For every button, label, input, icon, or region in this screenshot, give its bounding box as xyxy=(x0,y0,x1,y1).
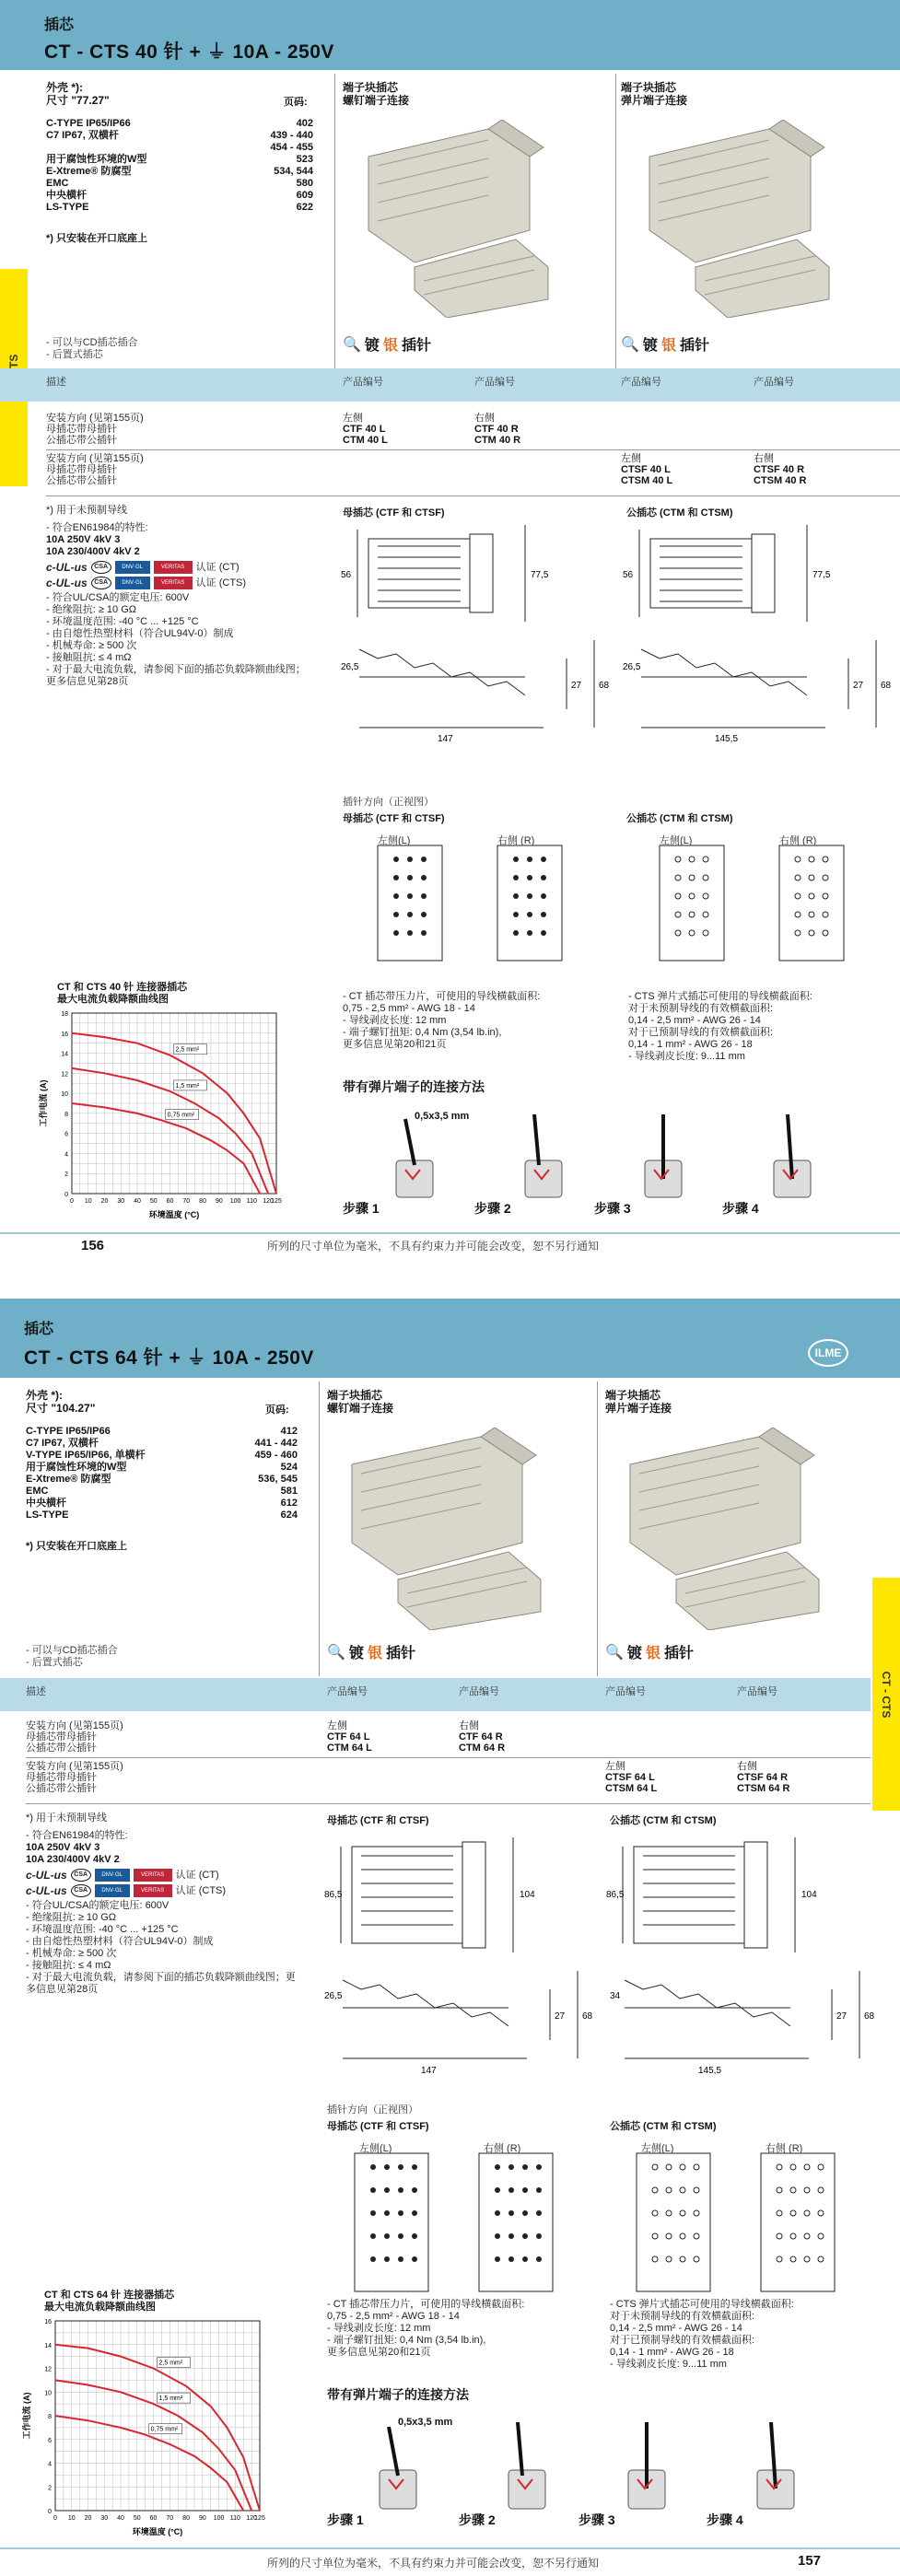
page-ref-number: 523 xyxy=(296,154,313,165)
page-ref-label: 中央横杆 xyxy=(46,190,87,201)
series-point xyxy=(227,2427,228,2429)
series-point xyxy=(88,2384,89,2386)
y-tick-label: 6 xyxy=(64,1131,68,1138)
magnifier-icon: 🔍 xyxy=(343,336,361,353)
step-3: 步骤 3 xyxy=(579,2512,615,2527)
female-dimension-drawing xyxy=(324,1828,601,2091)
y-tick-label: 2 xyxy=(64,1171,68,1179)
page-ref-number: 536, 545 xyxy=(258,1474,298,1485)
series-point xyxy=(104,1073,106,1075)
series-point xyxy=(235,2469,237,2471)
female-front-title: 母插芯 (CTF 和 CTSF) xyxy=(343,813,445,824)
y-tick-label: 14 xyxy=(61,1051,68,1058)
x-tick-label: 10 xyxy=(84,1198,92,1205)
category-label: 插芯 xyxy=(24,1322,54,1337)
connection-steps-illustration xyxy=(361,2422,859,2514)
step-3: 步骤 3 xyxy=(594,1201,631,1216)
left-view-label: 左侧(L) xyxy=(660,835,693,846)
y-axis-label: 工作电流 (A) xyxy=(22,2392,31,2440)
svg-text:145,5: 145,5 xyxy=(698,2066,722,2076)
y-tick-label: 6 xyxy=(48,2437,52,2444)
page-ref-row xyxy=(46,154,313,166)
series-point xyxy=(259,1193,261,1195)
series-point xyxy=(242,2510,244,2512)
page-ref-row xyxy=(26,1438,298,1450)
row-spring-right: 右侧 CTSF 40 R CTSM 40 R xyxy=(754,453,807,486)
series-point xyxy=(54,2415,56,2417)
row-screw-right: 右侧 CTF 40 R CTM 40 R xyxy=(474,413,521,446)
x-tick-label: 70 xyxy=(166,2515,174,2522)
svg-text:27: 27 xyxy=(853,681,864,691)
series-point xyxy=(227,2481,228,2483)
mount-note: *) 只安装在开口底座上 xyxy=(46,233,147,244)
page-ref-label: E-Xtreme® 防腐型 xyxy=(26,1474,111,1485)
x-tick-label: 30 xyxy=(117,1198,125,1205)
series-point xyxy=(71,1102,73,1104)
series-label: 1,5 mm² xyxy=(158,2395,183,2403)
x-tick-label: 30 xyxy=(100,2515,109,2522)
tool-size-label: 0,5x3,5 mm xyxy=(398,2417,453,2428)
series-point xyxy=(136,1079,138,1081)
female-dimension-drawing xyxy=(341,520,617,769)
row-spring-right: 右侧 CTSF 64 R CTSM 64 R xyxy=(737,1761,790,1794)
series-point xyxy=(227,1149,228,1151)
svg-text:77,5: 77,5 xyxy=(531,570,549,580)
housing-label: 外壳 *): xyxy=(46,81,83,94)
svg-text:77,5: 77,5 xyxy=(812,570,831,580)
cert-row-cts: ᴄ-UL-us CSA DNV·GL VERITAS 认证 (CTS) xyxy=(26,1883,227,1897)
male-dimension-drawing xyxy=(606,1828,882,2091)
page-ref-row xyxy=(26,1498,298,1509)
male-front-title: 公插芯 (CTM 和 CTSM) xyxy=(626,813,733,824)
category-label: 插芯 xyxy=(44,17,75,33)
series-point xyxy=(136,1113,138,1114)
product-image-spring xyxy=(631,120,843,318)
series-point xyxy=(88,2348,89,2349)
y-tick-label: 16 xyxy=(44,2319,52,2325)
series-point xyxy=(259,2510,261,2512)
series-label: 1,5 mm² xyxy=(175,1082,200,1090)
series-point xyxy=(185,2385,187,2387)
y-tick-label: 10 xyxy=(44,2390,52,2397)
page-ref-number: 439 - 440 xyxy=(270,130,313,141)
y-tick-label: 18 xyxy=(61,1011,68,1018)
page-ref-number: 459 - 460 xyxy=(254,1450,298,1461)
screw-section-title: 端子块插芯 螺钉端子连接 xyxy=(327,1389,394,1415)
y-tick-label: 0 xyxy=(48,2509,52,2515)
x-tick-label: 60 xyxy=(149,2515,158,2522)
page-ref-number: 624 xyxy=(280,1509,298,1521)
insert-direction-label: 插针方向（正视图） xyxy=(343,797,434,808)
page-ref-row xyxy=(26,1486,298,1498)
page-ref-label: E-Xtreme® 防腐型 xyxy=(46,166,132,177)
series-point xyxy=(210,1139,212,1141)
step-2: 步骤 2 xyxy=(474,1201,511,1216)
mount-note: *) 只安装在开口底座上 xyxy=(26,1541,127,1552)
series-point xyxy=(193,1102,195,1104)
series-point xyxy=(251,1153,253,1155)
page-ref-number: 581 xyxy=(280,1486,298,1497)
page-ref-number: 622 xyxy=(296,202,313,213)
svg-text:68: 68 xyxy=(864,2011,875,2022)
series-point xyxy=(169,2443,171,2445)
svg-text:68: 68 xyxy=(582,2011,593,2022)
female-drawing-title: 母插芯 (CTF 和 CTSF) xyxy=(327,1815,429,1826)
page-ref-row xyxy=(26,1474,298,1486)
female-drawing-title: 母插芯 (CTF 和 CTSF) xyxy=(343,507,445,519)
product-image-screw xyxy=(350,120,562,318)
series-point xyxy=(186,1127,188,1129)
series-point xyxy=(169,1055,171,1056)
x-tick-label: 40 xyxy=(134,1198,141,1205)
ct-wire-notes: - CT 插芯带压力片，可使用的导线横截面积: 0,75 - 2,5 mm² - AWG 18 - 14 - 导线剥皮长度: 12 mm - 端子螺钉扭矩: 0,4 Nm (3,54 lb.in), 更多信息见第20和21页 xyxy=(327,2299,525,2358)
page-ref-label: LS-TYPE xyxy=(46,202,89,213)
series-point xyxy=(235,1133,237,1135)
right-view-label: 右侧 (R) xyxy=(766,2143,803,2154)
product-image-spring xyxy=(612,1428,833,1630)
series-point xyxy=(210,2406,212,2407)
silver-pins-badge-spring: 🔍 镀 银 插针 xyxy=(621,336,709,354)
x-tick-label: 125 xyxy=(254,2515,265,2522)
series-label: 0,75 mm² xyxy=(167,1112,195,1119)
male-drawing-title: 公插芯 (CTM 和 CTSM) xyxy=(626,507,733,519)
cts-wire-notes: - CTS 弹片式插芯可使用的导线横截面积: 对于未预制导线的有效横截面积: 0,14 - 2,5 mm² - AWG 26 - 14 对于已预制导线的有效横截面积: 0,14 - 1 mm² - AWG 26 - 18 - 导线剥皮长度: 9...11 mm xyxy=(628,991,812,1062)
series-point xyxy=(243,1163,245,1165)
x-tick-label: 70 xyxy=(182,1198,191,1205)
pages-heading: 页码: xyxy=(265,1405,289,1416)
series-point xyxy=(153,2368,155,2370)
page-ref-label: 用于腐蚀性环境的W型 xyxy=(26,1462,127,1473)
svg-text:26,5: 26,5 xyxy=(324,1991,343,2001)
series-point xyxy=(88,2419,89,2421)
cert-row-ct: ᴄ-UL-us CSA DNV·GL VERITAS 认证 (CT) xyxy=(26,1868,219,1882)
svg-text:104: 104 xyxy=(801,1890,817,1900)
series-point xyxy=(153,2403,155,2405)
female-front-view xyxy=(332,2135,580,2296)
spring-section-title: 端子块插芯 弹片端子连接 xyxy=(621,81,688,107)
graph-title: CT 和 CTS 64 针 连接器插芯 最大电流负载降额曲线图 xyxy=(44,2290,175,2313)
series-point xyxy=(243,1113,245,1114)
row-screw-left: 左侧 CTF 40 L CTM 40 L xyxy=(343,413,388,446)
left-view-label: 左侧(L) xyxy=(378,835,411,846)
row-screw-left: 左侧 CTF 64 L CTM 64 L xyxy=(327,1720,372,1754)
page-ref-label: V-TYPE IP65/IP66, 单横杆 xyxy=(26,1450,146,1461)
x-tick-label: 80 xyxy=(199,1198,206,1205)
x-tick-label: 120 xyxy=(246,2515,257,2522)
series-point xyxy=(177,2415,179,2417)
x-tick-label: 100 xyxy=(213,2515,225,2522)
housing-label: 外壳 *): xyxy=(26,1389,63,1402)
x-tick-label: 20 xyxy=(84,2515,92,2522)
svg-text:27: 27 xyxy=(836,2011,847,2022)
page-ref-row xyxy=(26,1509,298,1521)
screw-section-title: 端子块插芯 螺钉端子连接 xyxy=(343,81,410,107)
derating-chart xyxy=(20,2312,269,2542)
y-tick-label: 4 xyxy=(48,2461,52,2468)
x-tick-label: 40 xyxy=(117,2515,124,2522)
page-ref-row xyxy=(46,142,313,154)
page-ref-label: 中央横杆 xyxy=(26,1498,66,1509)
page-ref-row xyxy=(46,202,313,214)
series-point xyxy=(227,1092,228,1094)
page-ref-number: 524 xyxy=(280,1462,298,1473)
x-tick-label: 10 xyxy=(67,2515,76,2522)
svg-text:147: 147 xyxy=(421,2066,437,2076)
svg-text:26,5: 26,5 xyxy=(341,662,359,672)
series-label: 2,5 mm² xyxy=(175,1046,200,1054)
page-ref-label: C7 IP67, 双横杆 xyxy=(26,1438,99,1449)
x-tick-label: 110 xyxy=(229,2515,240,2522)
right-view-label: 右侧 (R) xyxy=(779,835,817,846)
male-front-title: 公插芯 (CTM 和 CTSM) xyxy=(610,2121,717,2132)
x-tick-label: 20 xyxy=(100,1198,109,1205)
series-point xyxy=(202,2431,204,2433)
right-view-label: 右侧 (R) xyxy=(497,835,535,846)
row-screw-right: 右侧 CTF 64 R CTM 64 R xyxy=(459,1720,506,1754)
catalog-page-157 xyxy=(0,1299,900,2576)
series-point xyxy=(120,2391,122,2393)
housing-info xyxy=(26,1389,293,1415)
series-point xyxy=(54,2344,56,2346)
housing-size: 尺寸 "104.27" xyxy=(26,1402,96,1415)
series-label: 2,5 mm² xyxy=(158,2360,183,2367)
cert-row-ct: ᴄ-UL-us CSA DNV·GL VERITAS 认证 (CT) xyxy=(46,560,240,574)
svg-text:26,5: 26,5 xyxy=(623,662,641,672)
page-ref-number: 609 xyxy=(296,190,313,201)
derating-chart xyxy=(37,1004,286,1225)
page-ref-row xyxy=(26,1462,298,1474)
page-ref-row xyxy=(46,130,313,142)
x-tick-label: 0 xyxy=(53,2515,57,2522)
page-footer: 所列的尺寸单位为毫米，不具有约束力并可能会改变，恕不另行通知 xyxy=(267,2557,600,2570)
silver-pins-badge-screw: 🔍 镀 银 插针 xyxy=(343,336,431,354)
page-ref-label: 用于腐蚀性环境的W型 xyxy=(46,154,147,165)
row-screw-desc: 安装方向 (见第155页) 母插芯带母插针 公插芯带公插针 xyxy=(46,413,144,446)
step-1: 步骤 1 xyxy=(343,1201,380,1216)
insert-features: - 可以与CD插芯插合 - 后置式插芯 xyxy=(46,337,138,360)
series-point xyxy=(218,2448,220,2450)
page-title: CT - CTS 64 针 + ⏚ 10A - 250V xyxy=(24,1347,314,1369)
page-number: 157 xyxy=(798,2553,822,2569)
connection-method-title: 带有弹片端子的连接方法 xyxy=(327,2387,469,2402)
right-view-label: 右侧 (R) xyxy=(484,2143,521,2154)
x-axis-label: 环境温度 (°C) xyxy=(132,2527,183,2536)
page-number: 156 xyxy=(81,1238,105,1253)
step-2: 步骤 2 xyxy=(459,2512,496,2527)
y-axis-label: 工作电流 (A) xyxy=(39,1079,48,1127)
row-spring-desc: 安装方向 (见第155页) 母插芯带母插针 公插芯带公插针 xyxy=(46,453,144,486)
page-ref-label: LS-TYPE xyxy=(26,1509,69,1521)
page-ref-label: EMC xyxy=(26,1486,49,1497)
silver-pins-badge-spring: 🔍 镀 银 插针 xyxy=(605,1644,694,1661)
series-point xyxy=(54,2380,56,2382)
connection-steps-illustration xyxy=(378,1114,875,1202)
series-point xyxy=(193,2455,195,2457)
x-tick-label: 80 xyxy=(182,2515,190,2522)
left-view-label: 左侧(L) xyxy=(641,2143,674,2154)
x-axis-label: 环境温度 (°C) xyxy=(148,1210,200,1219)
svg-text:56: 56 xyxy=(341,570,352,580)
page-ref-row xyxy=(46,178,313,190)
page-header xyxy=(0,0,900,70)
male-drawing-title: 公插芯 (CTM 和 CTSM) xyxy=(610,1815,717,1826)
technical-specs: *) 用于未预制导线 - 符合EN61984的特性: 10A 250V 4kV 3 10A 230/400V 4kV 2 ᴄ-UL-us CSA DNV·GL VERITAS 认证 (CT) ᴄ-UL-us CSA DNV·GL VERITAS 认证 (CTS) - 符合UL/CSA的额定电压: 600V - 绝缘阻抗: ≥ 10 GΩ - 环境温度范围: -40 °C ... +125 °C - 由自熄性热塑材料（符合UL94V-0）制成 - 机械寿命: ≥ 500 次 - 接触阻抗: ≤ 4 mΩ - 对于最大电流负载，请参阅下面的插芯负载降额曲线图；更多信息见第28页 xyxy=(46,505,322,688)
y-tick-label: 12 xyxy=(61,1071,68,1078)
page-ref-number: 402 xyxy=(296,118,313,129)
page-ref-label: C7 IP67, 双横杆 xyxy=(46,130,119,141)
y-tick-label: 2 xyxy=(48,2485,52,2492)
series-point xyxy=(161,1120,163,1122)
series-point xyxy=(169,1090,171,1092)
series-point xyxy=(71,1067,73,1069)
row-spring-left: 左侧 CTSF 40 L CTSM 40 L xyxy=(621,453,673,486)
ct-wire-notes: - CT 插芯带压力片，可使用的导线横截面积: 0,75 - 2,5 mm² - AWG 18 - 14 - 导线剥皮长度: 12 mm - 端子螺钉扭矩: 0,4 Nm (3,54 lb.in), 更多信息见第20和21页 xyxy=(343,991,541,1050)
series-point xyxy=(251,2510,252,2512)
series-point xyxy=(120,2427,122,2429)
male-dimension-drawing xyxy=(623,520,899,769)
svg-text:147: 147 xyxy=(438,734,453,744)
cert-row-cts: ᴄ-UL-us CSA DNV·GL VERITAS 认证 (CTS) xyxy=(46,576,247,589)
x-tick-label: 50 xyxy=(149,1198,158,1205)
table-header: 描述 产品编号 产品编号 产品编号 产品编号 xyxy=(0,1678,871,1711)
svg-text:86,5: 86,5 xyxy=(324,1890,343,1900)
series-point xyxy=(218,1118,220,1120)
row-screw-desc: 安装方向 (见第155页) 母插芯带母插针 公插芯带公插针 xyxy=(26,1720,123,1754)
series-point xyxy=(104,1036,106,1038)
step-1: 步骤 1 xyxy=(327,2512,364,2527)
table-header: 描述 产品编号 产品编号 产品编号 产品编号 xyxy=(0,368,900,402)
x-tick-label: 110 xyxy=(246,1198,257,1205)
page-ref-row xyxy=(26,1450,298,1462)
left-view-label: 左侧(L) xyxy=(359,2143,392,2154)
x-tick-label: 50 xyxy=(133,2515,141,2522)
magnifier-icon: 🔍 xyxy=(621,336,639,353)
page-ref-row xyxy=(26,1426,298,1438)
tool-size-label: 0,5x3,5 mm xyxy=(415,1111,470,1122)
housing-page-refs xyxy=(46,118,313,214)
silver-pins-badge-screw: 🔍 镀 银 插针 xyxy=(327,1644,415,1661)
page-ref-label: C-TYPE IP65/IP66 xyxy=(46,118,131,129)
step-4: 步骤 4 xyxy=(707,2512,743,2527)
svg-text:27: 27 xyxy=(571,681,582,691)
y-tick-label: 10 xyxy=(61,1091,68,1099)
spring-section-title: 端子块插芯 弹片端子连接 xyxy=(605,1389,672,1415)
series-point xyxy=(259,1137,261,1139)
svg-text:68: 68 xyxy=(881,681,892,691)
series-point xyxy=(210,2467,212,2469)
x-tick-label: 120 xyxy=(263,1198,274,1205)
page-ref-number: 580 xyxy=(296,178,313,189)
page-title: CT - CTS 40 针 + ⏚ 10A - 250V xyxy=(44,41,334,63)
male-front-view xyxy=(614,2135,862,2296)
x-tick-label: 100 xyxy=(229,1198,241,1205)
svg-text:145,5: 145,5 xyxy=(715,734,739,744)
page-ref-row xyxy=(46,166,313,178)
y-tick-label: 14 xyxy=(44,2342,52,2349)
x-tick-label: 90 xyxy=(198,2515,206,2522)
page-ref-label: EMC xyxy=(46,178,69,189)
svg-text:86,5: 86,5 xyxy=(606,1890,625,1900)
series-point xyxy=(242,2456,244,2458)
y-tick-label: 0 xyxy=(64,1192,68,1198)
svg-text:56: 56 xyxy=(623,570,634,580)
series-point xyxy=(71,1032,73,1034)
page-header xyxy=(0,1299,900,1378)
technical-specs: *) 用于未预制导线 - 符合EN61984的特性: 10A 250V 4kV 3 10A 230/400V 4kV 2 ᴄ-UL-us CSA DNV·GL VERITAS 认证 (CT) ᴄ-UL-us CSA DNV·GL VERITAS 认证 (CTS) - 符合UL/CSA的额定电压: 600V - 绝缘阻抗: ≥ 10 GΩ - 环境温度范围: -40 °C ... +125 °C - 由自熄性热塑材料（符合UL94V-0）制成 - 机械寿命: ≥ 500 次 - 接触阻抗: ≤ 4 mΩ - 对于最大电流负载，请参阅下面的插芯负载降额曲线图；更多信息见第28页 xyxy=(26,1813,311,1996)
x-tick-label: 60 xyxy=(166,1198,174,1205)
page-ref-row xyxy=(46,118,313,130)
y-tick-label: 8 xyxy=(48,2414,52,2420)
cts-wire-notes: - CTS 弹片式插芯可使用的导线横截面积: 对于未预制导线的有效横截面积: 0,14 - 2,5 mm² - AWG 26 - 14 对于已预制导线的有效横截面积: 0,14 - 1 mm² - AWG 26 - 18 - 导线剥皮长度: 9...11 mm xyxy=(610,2299,794,2370)
pages-heading: 页码: xyxy=(284,97,308,108)
page-ref-label: C-TYPE IP65/IP66 xyxy=(26,1426,111,1437)
male-front-view xyxy=(632,827,881,965)
insert-features: - 可以与CD插芯插合 - 后置式插芯 xyxy=(26,1645,118,1668)
page-ref-number: 534, 544 xyxy=(274,166,313,177)
graph-title: CT 和 CTS 40 针 连接器插芯 最大电流负载降额曲线图 xyxy=(57,982,188,1005)
page-ref-number: 441 - 442 xyxy=(254,1438,298,1449)
connection-method-title: 带有弹片端子的连接方法 xyxy=(343,1079,485,1094)
insert-direction-label: 插针方向（正视图） xyxy=(327,2104,418,2116)
magnifier-icon: 🔍 xyxy=(327,1644,345,1661)
product-image-screw xyxy=(333,1428,555,1630)
series-label: 0,75 mm² xyxy=(150,2426,179,2433)
series-point xyxy=(275,1193,277,1195)
svg-text:27: 27 xyxy=(555,2011,566,2022)
female-front-title: 母插芯 (CTF 和 CTSF) xyxy=(327,2121,429,2132)
page-footer: 所列的尺寸单位为毫米，不具有约束力并可能会改变，恕不另行通知 xyxy=(267,1240,600,1253)
series-point xyxy=(136,1043,138,1044)
series-point xyxy=(267,1193,269,1195)
y-tick-label: 12 xyxy=(44,2366,52,2373)
brand-logo: ILME xyxy=(808,1339,848,1367)
magnifier-icon: 🔍 xyxy=(605,1644,624,1661)
y-tick-label: 16 xyxy=(61,1031,68,1038)
x-tick-label: 0 xyxy=(70,1198,74,1205)
svg-text:34: 34 xyxy=(610,1991,621,2001)
y-tick-label: 4 xyxy=(64,1151,68,1159)
svg-text:104: 104 xyxy=(520,1890,535,1900)
row-spring-desc: 安装方向 (见第155页) 母插芯带母插针 公插芯带公插针 xyxy=(26,1761,123,1794)
page-ref-row xyxy=(46,190,313,202)
female-front-view xyxy=(350,827,599,965)
page-ref-number: 454 - 455 xyxy=(270,142,313,153)
svg-text:68: 68 xyxy=(599,681,610,691)
page-ref-number: 612 xyxy=(280,1498,298,1509)
section-tab[interactable]: CT - CTS xyxy=(872,1578,900,1811)
y-tick-label: 8 xyxy=(64,1111,68,1118)
catalog-page-156 xyxy=(0,0,900,1257)
series-point xyxy=(202,1073,204,1075)
step-4: 步骤 4 xyxy=(722,1201,759,1216)
x-tick-label: 90 xyxy=(215,1198,223,1205)
x-tick-label: 125 xyxy=(271,1198,282,1205)
series-point xyxy=(145,2434,146,2436)
housing-page-refs xyxy=(26,1426,298,1521)
housing-size: 尺寸 "77.27" xyxy=(46,94,110,107)
series-point xyxy=(120,2356,122,2358)
page-ref-number: 412 xyxy=(280,1426,298,1437)
series-point xyxy=(104,1107,106,1109)
housing-info xyxy=(46,81,313,107)
row-spring-left: 左侧 CTSF 64 L CTSM 64 L xyxy=(605,1761,658,1794)
